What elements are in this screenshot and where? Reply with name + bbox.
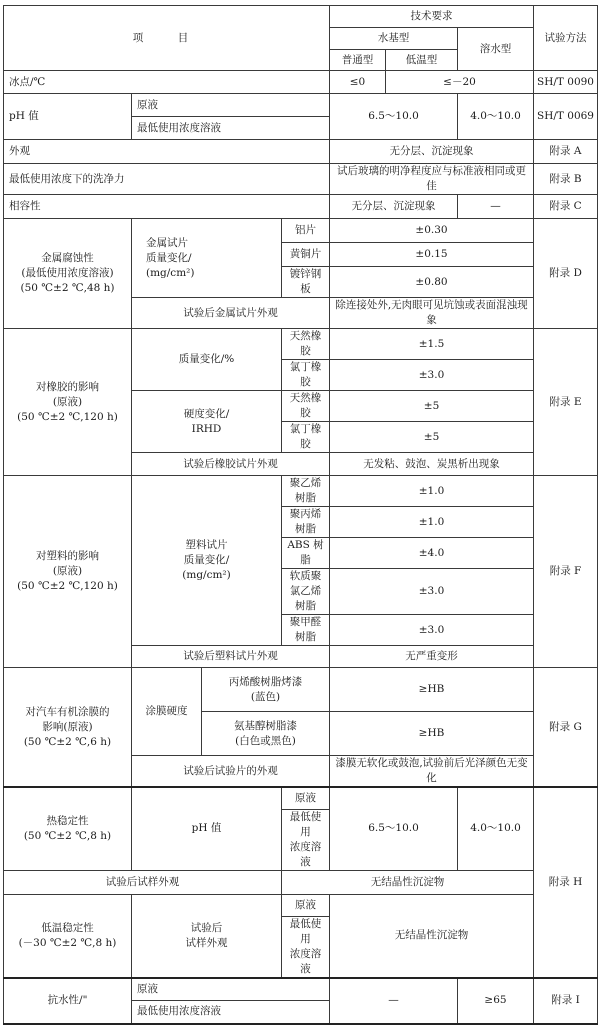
appearance-label: 外观 bbox=[4, 140, 330, 164]
plastic-group-label: 塑料试片 质量变化/ (mg/cm²) bbox=[132, 476, 282, 646]
metal-brass-value: ±0.15 bbox=[330, 243, 534, 267]
row-metal-corrosion bbox=[4, 219, 598, 243]
coating-amino-value: ≥HB bbox=[330, 712, 534, 756]
rubber-hard-natural-value: ±5 bbox=[330, 391, 534, 422]
rubber-hard-butyl-value: ±5 bbox=[330, 422, 534, 453]
water-resistance-concentrate: 原液 bbox=[132, 978, 330, 1001]
header-test-method: 试验方法 bbox=[534, 6, 598, 71]
appearance-value: 无分层、沉淀现象 bbox=[330, 140, 534, 164]
water-resistance-method: 附录 I bbox=[534, 978, 598, 1024]
compatibility-value: 无分层、沉淀现象 bbox=[330, 195, 458, 219]
rubber-after-value: 无发粘、鼓泡、炭黑析出现象 bbox=[330, 453, 534, 476]
ph-min-solution: 最低使用浓度溶液 bbox=[132, 117, 330, 140]
metal-group-label: 金属试片 质量变化/ (mg/cm²) bbox=[132, 219, 282, 298]
plastic-after-value: 无严重变形 bbox=[330, 646, 534, 668]
metal-after-value: 除连接处外,无肉眼可见坑蚀或表面混浊现象 bbox=[330, 298, 534, 329]
cold-stability-label: 低温稳定性 (－30 ℃±2 ℃,8 h) bbox=[4, 894, 132, 978]
heat-cold-method: 附录 H bbox=[534, 787, 598, 978]
metal-after-label: 试验后金属试片外观 bbox=[132, 298, 330, 329]
rubber-natural-1: 天然橡胶 bbox=[282, 329, 330, 360]
heat-stability-label: 热稳定性 (50 ℃±2 ℃,8 h) bbox=[4, 787, 132, 870]
row-heat-stability bbox=[4, 787, 598, 809]
header-normal-type: 普通型 bbox=[330, 50, 386, 71]
heat-ph-label: pH 值 bbox=[132, 787, 282, 870]
ph-solvent-value: 4.0～10.0 bbox=[458, 94, 534, 140]
row-plastic bbox=[4, 476, 598, 507]
ph-water-value: 6.5～10.0 bbox=[330, 94, 458, 140]
water-resistance-water: — bbox=[330, 978, 458, 1024]
row-compatibility bbox=[4, 195, 598, 219]
heat-after-value: 无结晶性沉淀物 bbox=[282, 870, 534, 894]
plastic-after-label: 试验后塑料试片外观 bbox=[132, 646, 330, 668]
header-item: 项 目 bbox=[4, 6, 330, 71]
cleaning-label: 最低使用浓度下的洗净力 bbox=[4, 164, 330, 195]
coating-after-value: 漆膜无软化或鼓泡,试验前后光泽颜色无变化 bbox=[330, 756, 534, 788]
water-resistance-solvent: ≥65 bbox=[458, 978, 534, 1024]
rubber-mass-change: 质量变化/% bbox=[132, 329, 282, 391]
plastic-polyoxymethylene-value: ±3.0 bbox=[330, 615, 534, 646]
compatibility-method: 附录 C bbox=[534, 195, 598, 219]
header-tech-requirements: 技术要求 bbox=[330, 6, 534, 28]
row-cleaning bbox=[4, 164, 598, 195]
metal-brass: 黄铜片 bbox=[282, 243, 330, 267]
plastic-polyethylene: 聚乙烯树脂 bbox=[282, 476, 330, 507]
plastic-polyoxymethylene: 聚甲醛树脂 bbox=[282, 615, 330, 646]
header-water-based: 水基型 bbox=[330, 28, 458, 50]
rubber-butyl-1: 氯丁橡胶 bbox=[282, 360, 330, 391]
plastic-soft-pvc: 软质聚氯乙烯 树脂 bbox=[282, 569, 330, 615]
row-freezing-point bbox=[4, 71, 598, 94]
metal-aluminum-value: ±0.30 bbox=[330, 219, 534, 243]
rubber-mass-natural-value: ±1.5 bbox=[330, 329, 534, 360]
rubber-method: 附录 E bbox=[534, 329, 598, 476]
heat-min-solution: 最低使用 浓度溶液 bbox=[282, 809, 330, 870]
coating-label: 对汽车有机涂膜的 影响(原液) (50 ℃±2 ℃,6 h) bbox=[4, 668, 132, 788]
rubber-label: 对橡胶的影响 (原液) (50 ℃±2 ℃,120 h) bbox=[4, 329, 132, 476]
ph-method: SH/T 0069 bbox=[534, 94, 598, 140]
row-coating bbox=[4, 668, 598, 712]
freezing-point-normal: ≤0 bbox=[330, 71, 386, 94]
compatibility-solvent: — bbox=[458, 195, 534, 219]
plastic-soft-pvc-value: ±3.0 bbox=[330, 569, 534, 615]
metal-method: 附录 D bbox=[534, 219, 598, 329]
coating-method: 附录 G bbox=[534, 668, 598, 788]
metal-galvanized-steel: 镀锌钢板 bbox=[282, 267, 330, 298]
cold-group-label: 试验后 试样外观 bbox=[132, 894, 282, 978]
coating-acrylic-value: ≥HB bbox=[330, 668, 534, 712]
row-cold-stability bbox=[4, 894, 598, 916]
metal-corrosion-label: 金属腐蚀性 (最低使用浓度溶液) (50 ℃±2 ℃,48 h) bbox=[4, 219, 132, 329]
header-row bbox=[4, 6, 598, 28]
row-water-resistance bbox=[4, 978, 598, 1001]
cold-value: 无结晶性沉淀物 bbox=[330, 894, 534, 978]
coating-after-label: 试验后试验片的外观 bbox=[132, 756, 330, 788]
compatibility-label: 相容性 bbox=[4, 195, 330, 219]
heat-solvent-value: 4.0～10.0 bbox=[458, 787, 534, 870]
row-appearance bbox=[4, 140, 598, 164]
water-resistance-min-solution: 最低使用浓度溶液 bbox=[132, 1001, 330, 1024]
cleaning-method: 附录 B bbox=[534, 164, 598, 195]
freezing-point-label: 冰点/℃ bbox=[4, 71, 330, 94]
freezing-point-method: SH/T 0090 bbox=[534, 71, 598, 94]
heat-water-value: 6.5～10.0 bbox=[330, 787, 458, 870]
rubber-hardness-change: 硬度变化/ IRHD bbox=[132, 391, 282, 453]
freezing-point-low: ≤－20 bbox=[386, 71, 534, 94]
plastic-polypropylene-value: ±1.0 bbox=[330, 507, 534, 538]
plastic-abs: ABS 树脂 bbox=[282, 538, 330, 569]
plastic-polyethylene-value: ±1.0 bbox=[330, 476, 534, 507]
cleaning-value: 试后玻璃的明净程度应与标准液相同或更佳 bbox=[330, 164, 534, 195]
coating-hardness: 涂膜硬度 bbox=[132, 668, 202, 756]
metal-galvanized-steel-value: ±0.80 bbox=[330, 267, 534, 298]
plastic-polypropylene: 聚丙烯树脂 bbox=[282, 507, 330, 538]
plastic-method: 附录 F bbox=[534, 476, 598, 668]
plastic-abs-value: ±4.0 bbox=[330, 538, 534, 569]
water-resistance-label: 抗水性/" bbox=[4, 978, 132, 1024]
ph-label: pH 值 bbox=[4, 94, 132, 140]
heat-after-label: 试验后试样外观 bbox=[4, 870, 282, 894]
header-low-temp-type: 低温型 bbox=[386, 50, 458, 71]
rubber-butyl-2: 氯丁橡胶 bbox=[282, 422, 330, 453]
coating-amino: 氨基醇树脂漆 (白色或黑色) bbox=[202, 712, 330, 756]
ph-concentrate: 原液 bbox=[132, 94, 330, 117]
cold-concentrate: 原液 bbox=[282, 894, 330, 916]
specification-table bbox=[3, 5, 598, 1025]
coating-acrylic: 丙烯酸树脂烤漆 (蓝色) bbox=[202, 668, 330, 712]
rubber-natural-2: 天然橡胶 bbox=[282, 391, 330, 422]
rubber-after-label: 试验后橡胶试片外观 bbox=[132, 453, 330, 476]
cold-min-solution: 最低使用 浓度溶液 bbox=[282, 916, 330, 978]
appearance-method: 附录 A bbox=[534, 140, 598, 164]
plastic-label: 对塑料的影响 (原液) (50 ℃±2 ℃,120 h) bbox=[4, 476, 132, 668]
header-solvent-type: 溶水型 bbox=[458, 28, 534, 71]
heat-concentrate: 原液 bbox=[282, 787, 330, 809]
metal-aluminum: 铝片 bbox=[282, 219, 330, 243]
rubber-mass-butyl-value: ±3.0 bbox=[330, 360, 534, 391]
row-rubber bbox=[4, 329, 598, 360]
row-ph bbox=[4, 94, 598, 117]
